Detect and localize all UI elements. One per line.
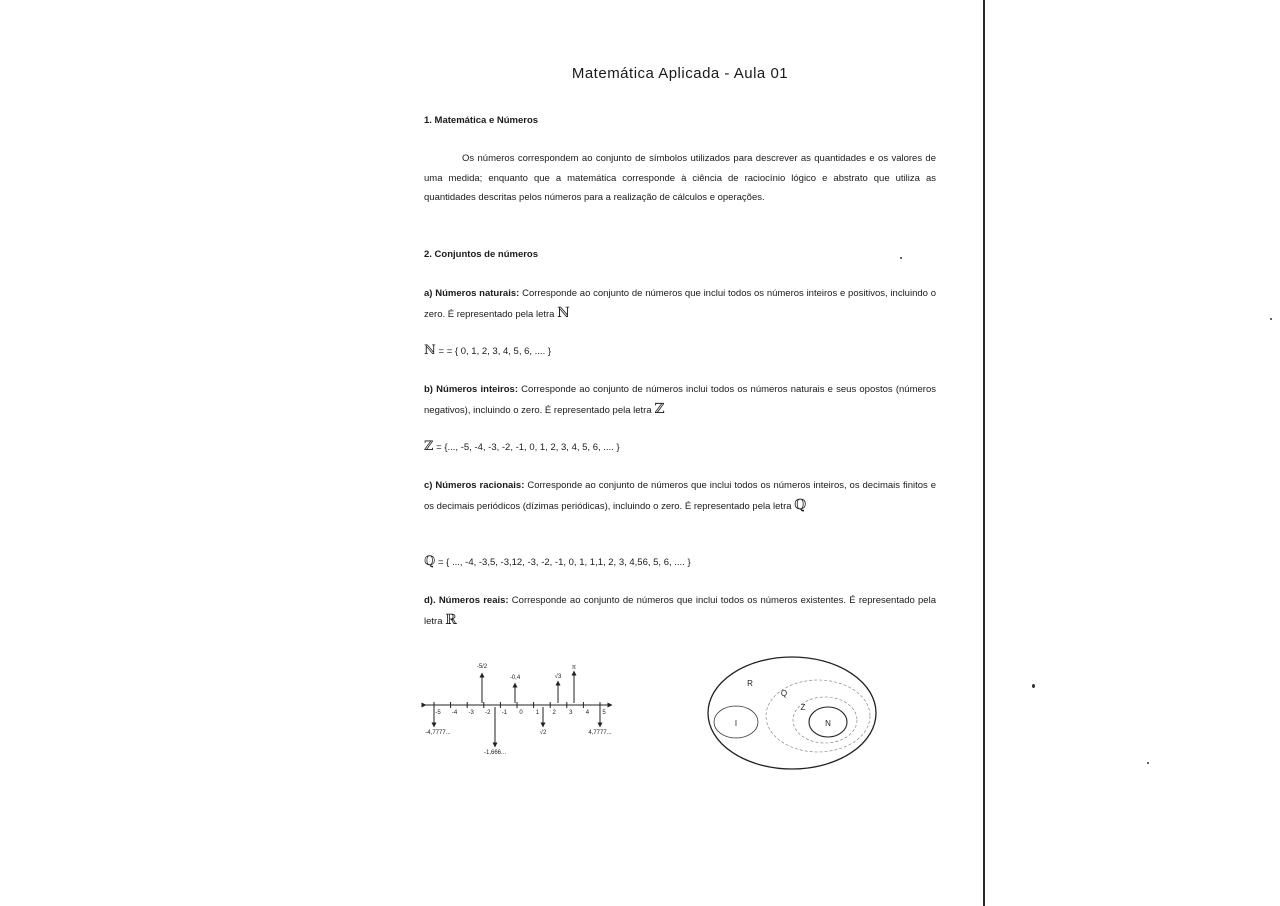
venn-label-rationals: Q <box>780 689 788 698</box>
reals-set-ellipse <box>708 657 876 769</box>
label-minus-1-666: -1,666... <box>483 750 507 756</box>
reals-label: d). Números reais: <box>424 595 509 606</box>
integers-set-symbol: ℤ <box>424 439 434 454</box>
intro-paragraph: Os números correspondem ao conjunto de símbolos utilizados para descrever as quantidades e os valores de uma medida; enquanto que a matemática corresponde à ciência de raciocínio lógico e abstrato que utiliza as quantidades descritas pelos números para a realização de cálculos e operações. <box>424 153 936 203</box>
integers-symbol: ℤ <box>654 400 665 417</box>
rationals-set-symbol: ℚ <box>424 554 436 569</box>
number-line-tick-label: -4 <box>451 710 458 716</box>
reals-symbol: ℝ <box>445 611 457 628</box>
integers-set <box>424 437 620 458</box>
venn-label-irrationals: I <box>734 719 738 728</box>
naturals-label: a) Números naturais: <box>424 288 520 299</box>
number-line-tick-label: 0 <box>519 710 523 716</box>
integers-label: b) Números inteiros: <box>424 384 518 395</box>
rationals-set-values: = { ..., -4, -3,5, -3,12, -3, -2, -1, 0, 1, 1,1, 2, 3, 4,56, 5, 6, .... } <box>437 557 691 568</box>
number-line-tick-label: 5 <box>602 710 606 716</box>
naturals-set-symbol: ℕ <box>424 343 436 358</box>
number-line-figure <box>420 650 620 760</box>
number-line-ticks <box>434 702 606 716</box>
label-4-7777: 4,7777... <box>588 730 612 736</box>
label-sqrt-three: √3 <box>554 674 562 680</box>
label-minus-4-7777: -4,7777... <box>425 730 451 736</box>
venn-label-naturals: N <box>825 719 831 728</box>
naturals-set-values: = = { 0, 1, 2, 3, 4, 5, 6, .... } <box>438 346 552 357</box>
label-minus-five-halves: -5/2 <box>476 664 488 670</box>
venn-label-reals: R <box>747 679 753 688</box>
rationals-set <box>424 552 691 573</box>
scan-speck <box>1032 684 1035 688</box>
number-line-tick-label: 3 <box>569 710 573 716</box>
rationals-symbol: ℚ <box>794 496 807 513</box>
label-minus-zero-four: -0,4 <box>509 675 521 681</box>
scan-speck <box>1270 318 1272 320</box>
label-sqrt-two: √2 <box>539 730 547 736</box>
number-line-arrows-below <box>434 707 600 745</box>
page-title: Matemática Aplicada - Aula 01 <box>571 65 789 82</box>
integers-text: Corresponde ao conjunto de números inclui todos os números naturais e seus opostos (números negativos), incluindo o zero. É representado pela letra <box>424 384 936 416</box>
naturals-symbol: ℕ <box>557 304 570 321</box>
scan-speck <box>1147 762 1149 764</box>
number-line-tick-label: 2 <box>552 710 556 716</box>
number-line-tick-label: 1 <box>535 710 540 716</box>
rationals-label: c) Números racionais: <box>424 480 525 491</box>
number-line-tick-label: -3 <box>468 710 474 716</box>
number-sets-diagram <box>700 650 890 780</box>
reals-definition <box>424 591 936 631</box>
integers-set-values: = {..., -5, -4, -3, -2, -1, 0, 1, 2, 3, 4, 5, 6, .... } <box>436 442 620 453</box>
label-pi: π <box>571 665 577 671</box>
number-line-tick-label: -1 <box>501 710 508 716</box>
naturals-definition <box>424 284 936 324</box>
number-line-tick-label: 4 <box>585 710 590 716</box>
naturals-set <box>424 341 551 362</box>
section-heading-2: 2. Conjuntos de números <box>424 249 539 260</box>
rationals-definition <box>424 476 936 516</box>
venn-label-integers: Z <box>800 703 806 712</box>
naturals-text: Corresponde ao conjunto de números que inclui todos os números inteiros e positivos, incluindo o zero. É representado pela letra <box>424 288 936 320</box>
scan-speck <box>900 257 902 259</box>
number-line-tick-label: -2 <box>485 710 491 716</box>
reals-text: Corresponde ao conjunto de números que inclui todos os números existentes. É representado pela letra <box>424 595 936 627</box>
number-line-tick-label: -5 <box>435 710 441 716</box>
scanned-page-edge <box>983 0 985 906</box>
integers-definition <box>424 380 936 420</box>
section-heading-1: 1. Matemática e Números <box>424 115 539 126</box>
rationals-text: Corresponde ao conjunto de números que inclui todos os números inteiros, os decimais finitos e os decimais periódicos (dízimas periódicas), incluindo o zero. É representado pela letra <box>424 480 936 512</box>
